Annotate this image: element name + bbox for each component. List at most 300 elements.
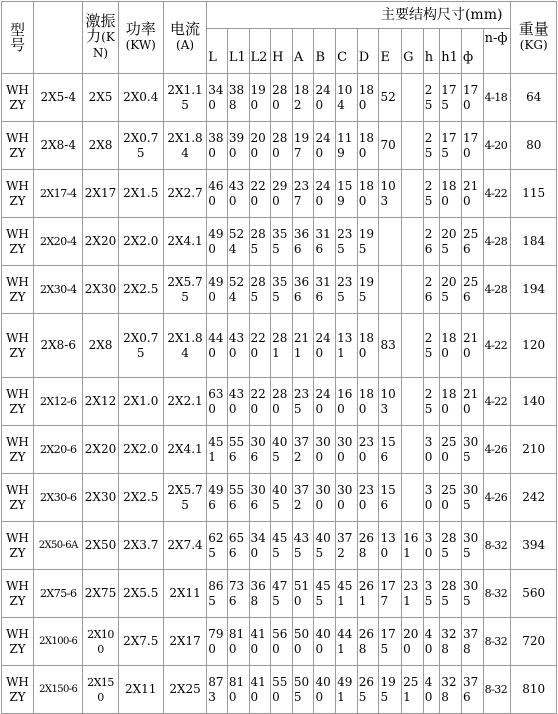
dim-L-cell: 490 bbox=[207, 266, 228, 314]
current-cell: 2X25 bbox=[163, 666, 206, 714]
size-cell: 2X8-4 bbox=[33, 122, 83, 170]
dim-phi-cell: 305 bbox=[461, 426, 483, 474]
model-cell: WHZY bbox=[2, 74, 34, 122]
table-row bbox=[2, 314, 557, 378]
weight-cell: 140 bbox=[511, 378, 557, 426]
power-cell: 2X1.5 bbox=[118, 170, 163, 218]
dim-L1-cell: 430 bbox=[227, 314, 249, 378]
size-cell: 2X12-6 bbox=[33, 378, 83, 426]
dim-E-cell: 83 bbox=[379, 314, 402, 378]
dim-B-cell: 240 bbox=[314, 314, 336, 378]
current-cell: 2X2.7 bbox=[163, 170, 206, 218]
dim-C-cell: 441 bbox=[336, 618, 358, 666]
table-row bbox=[2, 522, 557, 570]
dim-phi-cell: 305 bbox=[461, 570, 483, 618]
dim-phi-cell: 256 bbox=[461, 218, 483, 266]
force-cell: 2X20 bbox=[83, 218, 118, 266]
dim-G-cell: 251 bbox=[402, 666, 424, 714]
header-dim-G: G bbox=[402, 29, 424, 74]
dim-B-cell: 405 bbox=[314, 522, 336, 570]
dim-C-cell: 491 bbox=[336, 666, 358, 714]
dim-A-cell: 435 bbox=[292, 522, 314, 570]
header-dim-C: C bbox=[336, 29, 358, 74]
header-dim-h: h bbox=[423, 29, 440, 74]
dim-h-cell: 25 bbox=[423, 314, 440, 378]
header-model: 型号 bbox=[2, 2, 34, 74]
weight-cell: 394 bbox=[511, 522, 557, 570]
dim-L2-cell: 410 bbox=[249, 618, 271, 666]
model-cell: WHZY bbox=[2, 266, 34, 314]
dim-h-cell: 40 bbox=[423, 666, 440, 714]
dim-D-cell: 195 bbox=[357, 218, 379, 266]
dim-L-cell: 440 bbox=[207, 314, 228, 378]
dim-h1-cell: 180 bbox=[440, 314, 462, 378]
dim-D-cell: 268 bbox=[357, 618, 379, 666]
dim-D-cell: 180 bbox=[357, 170, 379, 218]
current-cell: 2X5.75 bbox=[163, 266, 206, 314]
current-cell: 2X5.75 bbox=[163, 474, 206, 522]
weight-cell: 115 bbox=[511, 170, 557, 218]
dim-L-cell: 460 bbox=[207, 170, 228, 218]
header-power-label: 功率 bbox=[125, 20, 156, 38]
dim-h-cell: 25 bbox=[423, 74, 440, 122]
dim-A-cell: 197 bbox=[292, 122, 314, 170]
dim-H-cell: 355 bbox=[271, 266, 293, 314]
dim-h1-cell: 285 bbox=[440, 522, 462, 570]
dim-L2-cell: 306 bbox=[249, 426, 271, 474]
table-body bbox=[2, 74, 557, 714]
spec-table bbox=[1, 1, 557, 714]
dim-H-cell: 405 bbox=[271, 474, 293, 522]
dim-h-cell: 40 bbox=[423, 618, 440, 666]
power-cell: 2X7.5 bbox=[118, 618, 163, 666]
power-cell: 2X2.5 bbox=[118, 266, 163, 314]
header-force bbox=[83, 2, 118, 74]
header-dim-n-phi: n-ф bbox=[483, 29, 511, 74]
power-cell: 2X5.5 bbox=[118, 570, 163, 618]
dim-n-phi-cell: 4-28 bbox=[483, 218, 511, 266]
dim-E-cell: 156 bbox=[379, 426, 402, 474]
dim-C-cell: 160 bbox=[336, 378, 358, 426]
dim-H-cell: 550 bbox=[271, 666, 293, 714]
size-cell: 2X100-6 bbox=[33, 618, 83, 666]
dim-G-cell: 200 bbox=[402, 618, 424, 666]
dim-L-cell: 490 bbox=[207, 218, 228, 266]
dim-G-cell: 161 bbox=[402, 522, 424, 570]
dim-L1-cell: 656 bbox=[227, 522, 249, 570]
dim-E-cell: 70 bbox=[379, 122, 402, 170]
dim-L1-cell: 556 bbox=[227, 426, 249, 474]
dim-L2-cell: 285 bbox=[249, 266, 271, 314]
force-cell: 2X50 bbox=[83, 522, 118, 570]
dim-B-cell: 300 bbox=[314, 474, 336, 522]
dim-H-cell: 560 bbox=[271, 618, 293, 666]
current-cell: 2X2.1 bbox=[163, 378, 206, 426]
dim-C-cell: 119 bbox=[336, 122, 358, 170]
dim-C-cell: 235 bbox=[336, 218, 358, 266]
dim-L-cell: 451 bbox=[207, 426, 228, 474]
weight-cell: 210 bbox=[511, 426, 557, 474]
power-cell: 2X11 bbox=[118, 666, 163, 714]
model-cell: WHZY bbox=[2, 314, 34, 378]
model-cell: WHZY bbox=[2, 570, 34, 618]
dim-A-cell: 235 bbox=[292, 378, 314, 426]
dim-A-cell: 500 bbox=[292, 618, 314, 666]
dim-A-cell: 366 bbox=[292, 266, 314, 314]
current-cell: 2X4.1 bbox=[163, 426, 206, 474]
power-cell: 2X2.5 bbox=[118, 474, 163, 522]
dim-H-cell: 280 bbox=[271, 378, 293, 426]
dim-H-cell: 280 bbox=[271, 122, 293, 170]
dim-A-cell: 505 bbox=[292, 666, 314, 714]
force-cell: 2X100 bbox=[83, 618, 118, 666]
force-cell: 2X20 bbox=[83, 426, 118, 474]
dim-A-cell: 372 bbox=[292, 426, 314, 474]
dim-G-cell bbox=[402, 426, 424, 474]
dim-L2-cell: 306 bbox=[249, 474, 271, 522]
dim-n-phi-cell: 8-32 bbox=[483, 522, 511, 570]
table-row bbox=[2, 570, 557, 618]
dim-phi-cell: 210 bbox=[461, 170, 483, 218]
dim-A-cell: 366 bbox=[292, 218, 314, 266]
dim-L-cell: 873 bbox=[207, 666, 228, 714]
dim-H-cell: 281 bbox=[271, 314, 293, 378]
header-dim-phi: ф bbox=[461, 29, 483, 74]
dim-H-cell: 280 bbox=[271, 74, 293, 122]
dim-A-cell: 372 bbox=[292, 474, 314, 522]
dim-G-cell: 231 bbox=[402, 570, 424, 618]
table-row bbox=[2, 474, 557, 522]
dim-h-cell: 26 bbox=[423, 266, 440, 314]
dim-phi-cell: 210 bbox=[461, 314, 483, 378]
dim-A-cell: 237 bbox=[292, 170, 314, 218]
dim-L1-cell: 810 bbox=[227, 618, 249, 666]
dim-E-cell bbox=[379, 218, 402, 266]
header-weight bbox=[511, 2, 557, 74]
dim-phi-cell: 378 bbox=[461, 618, 483, 666]
dim-E-cell: 195 bbox=[379, 666, 402, 714]
header-current bbox=[163, 2, 206, 74]
dim-L2-cell: 285 bbox=[249, 218, 271, 266]
dim-D-cell: 180 bbox=[357, 378, 379, 426]
weight-cell: 120 bbox=[511, 314, 557, 378]
dim-E-cell: 130 bbox=[379, 522, 402, 570]
dim-L1-cell: 430 bbox=[227, 170, 249, 218]
dim-L-cell: 496 bbox=[207, 474, 228, 522]
current-cell: 2X11 bbox=[163, 570, 206, 618]
dim-L-cell: 625 bbox=[207, 522, 228, 570]
dim-L2-cell: 340 bbox=[249, 522, 271, 570]
dim-phi-cell: 256 bbox=[461, 266, 483, 314]
dim-D-cell: 261 bbox=[357, 570, 379, 618]
weight-cell: 242 bbox=[511, 474, 557, 522]
dim-H-cell: 355 bbox=[271, 218, 293, 266]
dim-h-cell: 25 bbox=[423, 170, 440, 218]
dim-D-cell: 268 bbox=[357, 522, 379, 570]
dim-D-cell: 180 bbox=[357, 122, 379, 170]
power-cell: 2X0.75 bbox=[118, 314, 163, 378]
dim-E-cell: 103 bbox=[379, 170, 402, 218]
dim-L-cell: 340 bbox=[207, 74, 228, 122]
dim-h1-cell: 175 bbox=[440, 74, 462, 122]
dim-B-cell: 240 bbox=[314, 74, 336, 122]
dim-C-cell: 451 bbox=[336, 570, 358, 618]
dim-n-phi-cell: 4-22 bbox=[483, 170, 511, 218]
dim-L2-cell: 410 bbox=[249, 666, 271, 714]
dim-h1-cell: 205 bbox=[440, 266, 462, 314]
table-row bbox=[2, 74, 557, 122]
dim-C-cell: 372 bbox=[336, 522, 358, 570]
header-dim-A: A bbox=[292, 29, 314, 74]
header-weight-label: 重量 bbox=[518, 20, 549, 38]
model-cell: WHZY bbox=[2, 122, 34, 170]
dim-L2-cell: 220 bbox=[249, 170, 271, 218]
dim-n-phi-cell: 8-32 bbox=[483, 570, 511, 618]
weight-cell: 720 bbox=[511, 618, 557, 666]
dim-n-phi-cell: 4-22 bbox=[483, 314, 511, 378]
model-cell: WHZY bbox=[2, 618, 34, 666]
dim-h-cell: 35 bbox=[423, 570, 440, 618]
current-cell: 2X4.1 bbox=[163, 218, 206, 266]
dim-L-cell: 630 bbox=[207, 378, 228, 426]
size-cell: 2X5-4 bbox=[33, 74, 83, 122]
table-row bbox=[2, 218, 557, 266]
power-cell: 2X2.0 bbox=[118, 218, 163, 266]
size-cell: 2X50-6A bbox=[33, 522, 83, 570]
dim-G-cell bbox=[402, 74, 424, 122]
dim-H-cell: 475 bbox=[271, 570, 293, 618]
dim-E-cell: 103 bbox=[379, 378, 402, 426]
model-cell: WHZY bbox=[2, 474, 34, 522]
dim-G-cell bbox=[402, 122, 424, 170]
force-cell: 2X30 bbox=[83, 266, 118, 314]
dim-h1-cell: 205 bbox=[440, 218, 462, 266]
dim-B-cell: 316 bbox=[314, 266, 336, 314]
dim-h-cell: 30 bbox=[423, 522, 440, 570]
header-current-unit: (A) bbox=[176, 38, 195, 52]
dim-E-cell bbox=[379, 266, 402, 314]
header-dim-h1: h1 bbox=[440, 29, 462, 74]
dim-A-cell: 510 bbox=[292, 570, 314, 618]
dim-h-cell: 25 bbox=[423, 378, 440, 426]
dim-phi-cell: 170 bbox=[461, 122, 483, 170]
table-row bbox=[2, 266, 557, 314]
dim-E-cell: 156 bbox=[379, 474, 402, 522]
weight-cell: 194 bbox=[511, 266, 557, 314]
dim-C-cell: 131 bbox=[336, 314, 358, 378]
header-weight-unit: (KG) bbox=[519, 38, 548, 52]
size-cell: 2X8-6 bbox=[33, 314, 83, 378]
dim-A-cell: 211 bbox=[292, 314, 314, 378]
dim-C-cell: 300 bbox=[336, 474, 358, 522]
dim-H-cell: 405 bbox=[271, 426, 293, 474]
dim-L1-cell: 388 bbox=[227, 74, 249, 122]
dim-C-cell: 159 bbox=[336, 170, 358, 218]
current-cell: 2X7.4 bbox=[163, 522, 206, 570]
dim-h1-cell: 250 bbox=[440, 474, 462, 522]
dim-L2-cell: 220 bbox=[249, 314, 271, 378]
table-row bbox=[2, 618, 557, 666]
current-cell: 2X1.84 bbox=[163, 314, 206, 378]
dim-n-phi-cell: 8-32 bbox=[483, 618, 511, 666]
force-cell: 2X150 bbox=[83, 666, 118, 714]
weight-cell: 64 bbox=[511, 74, 557, 122]
header-model-size bbox=[33, 2, 83, 74]
size-cell: 2X75-6 bbox=[33, 570, 83, 618]
dim-B-cell: 316 bbox=[314, 218, 336, 266]
force-cell: 2X75 bbox=[83, 570, 118, 618]
model-cell: WHZY bbox=[2, 378, 34, 426]
dim-n-phi-cell: 4-26 bbox=[483, 474, 511, 522]
table-row bbox=[2, 122, 557, 170]
force-cell: 2X17 bbox=[83, 170, 118, 218]
dim-h1-cell: 180 bbox=[440, 378, 462, 426]
header-dimension-group: 主要结构尺寸(mm) bbox=[207, 2, 511, 29]
dim-L2-cell: 200 bbox=[249, 122, 271, 170]
model-cell: WHZY bbox=[2, 522, 34, 570]
dim-phi-cell: 170 bbox=[461, 74, 483, 122]
dim-n-phi-cell: 4-18 bbox=[483, 74, 511, 122]
dim-B-cell: 240 bbox=[314, 170, 336, 218]
dim-L1-cell: 736 bbox=[227, 570, 249, 618]
size-cell: 2X20-4 bbox=[33, 218, 83, 266]
dim-D-cell: 230 bbox=[357, 474, 379, 522]
power-cell: 2X0.4 bbox=[118, 74, 163, 122]
weight-cell: 810 bbox=[511, 666, 557, 714]
header-current-label: 电流 bbox=[170, 20, 201, 38]
dim-D-cell: 230 bbox=[357, 426, 379, 474]
dim-h1-cell: 175 bbox=[440, 122, 462, 170]
size-cell: 2X30-6 bbox=[33, 474, 83, 522]
header-dim-E: E bbox=[379, 29, 402, 74]
dim-G-cell bbox=[402, 474, 424, 522]
current-cell: 2X1.15 bbox=[163, 74, 206, 122]
dim-h1-cell: 180 bbox=[440, 170, 462, 218]
model-cell: WHZY bbox=[2, 426, 34, 474]
header-dim-L1: L1 bbox=[227, 29, 249, 74]
dim-G-cell bbox=[402, 218, 424, 266]
model-cell: WHZY bbox=[2, 666, 34, 714]
dim-h-cell: 25 bbox=[423, 122, 440, 170]
dim-A-cell: 182 bbox=[292, 74, 314, 122]
power-cell: 2X3.7 bbox=[118, 522, 163, 570]
dim-L-cell: 790 bbox=[207, 618, 228, 666]
dim-B-cell: 240 bbox=[314, 378, 336, 426]
table-row bbox=[2, 378, 557, 426]
dim-L1-cell: 524 bbox=[227, 218, 249, 266]
dim-phi-cell: 376 bbox=[461, 666, 483, 714]
dim-B-cell: 300 bbox=[314, 426, 336, 474]
dim-L1-cell: 390 bbox=[227, 122, 249, 170]
table-header bbox=[2, 2, 557, 74]
dim-B-cell: 240 bbox=[314, 122, 336, 170]
dim-B-cell: 400 bbox=[314, 666, 336, 714]
dim-h1-cell: 328 bbox=[440, 666, 462, 714]
dim-L-cell: 380 bbox=[207, 122, 228, 170]
power-cell: 2X1.0 bbox=[118, 378, 163, 426]
dim-h1-cell: 285 bbox=[440, 570, 462, 618]
dim-B-cell: 400 bbox=[314, 618, 336, 666]
dim-L1-cell: 524 bbox=[227, 266, 249, 314]
dim-n-phi-cell: 4-20 bbox=[483, 122, 511, 170]
dim-D-cell: 180 bbox=[357, 74, 379, 122]
dim-B-cell: 455 bbox=[314, 570, 336, 618]
table-row bbox=[2, 666, 557, 714]
force-cell: 2X8 bbox=[83, 122, 118, 170]
force-cell: 2X5 bbox=[83, 74, 118, 122]
dim-E-cell: 175 bbox=[379, 618, 402, 666]
dim-h1-cell: 328 bbox=[440, 618, 462, 666]
dim-L1-cell: 810 bbox=[227, 666, 249, 714]
current-cell: 2X1.84 bbox=[163, 122, 206, 170]
force-cell: 2X8 bbox=[83, 314, 118, 378]
weight-cell: 184 bbox=[511, 218, 557, 266]
model-cell: WHZY bbox=[2, 218, 34, 266]
power-cell: 2X0.75 bbox=[118, 122, 163, 170]
model-cell: WHZY bbox=[2, 170, 34, 218]
table-row bbox=[2, 426, 557, 474]
header-dim-D: D bbox=[357, 29, 379, 74]
dim-D-cell: 195 bbox=[357, 266, 379, 314]
dim-L-cell: 865 bbox=[207, 570, 228, 618]
dim-n-phi-cell: 4-28 bbox=[483, 266, 511, 314]
dim-C-cell: 300 bbox=[336, 426, 358, 474]
dim-h-cell: 26 bbox=[423, 218, 440, 266]
dim-L2-cell: 220 bbox=[249, 378, 271, 426]
dim-L1-cell: 556 bbox=[227, 474, 249, 522]
dim-G-cell bbox=[402, 378, 424, 426]
size-cell: 2X150-6 bbox=[33, 666, 83, 714]
header-dim-B: B bbox=[314, 29, 336, 74]
dim-n-phi-cell: 4-22 bbox=[483, 378, 511, 426]
header-dim-H: H bbox=[271, 29, 293, 74]
size-cell: 2X20-6 bbox=[33, 426, 83, 474]
header-force-unit: (KN) bbox=[92, 30, 115, 60]
size-cell: 2X30-4 bbox=[33, 266, 83, 314]
dim-L2-cell: 190 bbox=[249, 74, 271, 122]
dim-phi-cell: 210 bbox=[461, 378, 483, 426]
table-row bbox=[2, 170, 557, 218]
weight-cell: 80 bbox=[511, 122, 557, 170]
dim-D-cell: 265 bbox=[357, 666, 379, 714]
dim-E-cell: 177 bbox=[379, 570, 402, 618]
header-force-label: 激振力 bbox=[85, 12, 116, 45]
dim-G-cell bbox=[402, 266, 424, 314]
dim-G-cell bbox=[402, 170, 424, 218]
header-power bbox=[118, 2, 163, 74]
dim-n-phi-cell: 8-32 bbox=[483, 666, 511, 714]
dim-C-cell: 104 bbox=[336, 74, 358, 122]
dim-G-cell bbox=[402, 314, 424, 378]
dim-L2-cell: 368 bbox=[249, 570, 271, 618]
dim-D-cell: 180 bbox=[357, 314, 379, 378]
header-dim-L2: L2 bbox=[249, 29, 271, 74]
dim-h-cell: 30 bbox=[423, 426, 440, 474]
dim-n-phi-cell: 4-26 bbox=[483, 426, 511, 474]
dim-L1-cell: 430 bbox=[227, 378, 249, 426]
header-power-unit: (KW) bbox=[125, 38, 156, 52]
weight-cell: 560 bbox=[511, 570, 557, 618]
dim-phi-cell: 305 bbox=[461, 522, 483, 570]
dim-phi-cell: 305 bbox=[461, 474, 483, 522]
header-dim-L: L bbox=[207, 29, 228, 74]
dim-H-cell: 455 bbox=[271, 522, 293, 570]
current-cell: 2X17 bbox=[163, 618, 206, 666]
dim-C-cell: 235 bbox=[336, 266, 358, 314]
force-cell: 2X12 bbox=[83, 378, 118, 426]
power-cell: 2X2.0 bbox=[118, 426, 163, 474]
size-cell: 2X17-4 bbox=[33, 170, 83, 218]
